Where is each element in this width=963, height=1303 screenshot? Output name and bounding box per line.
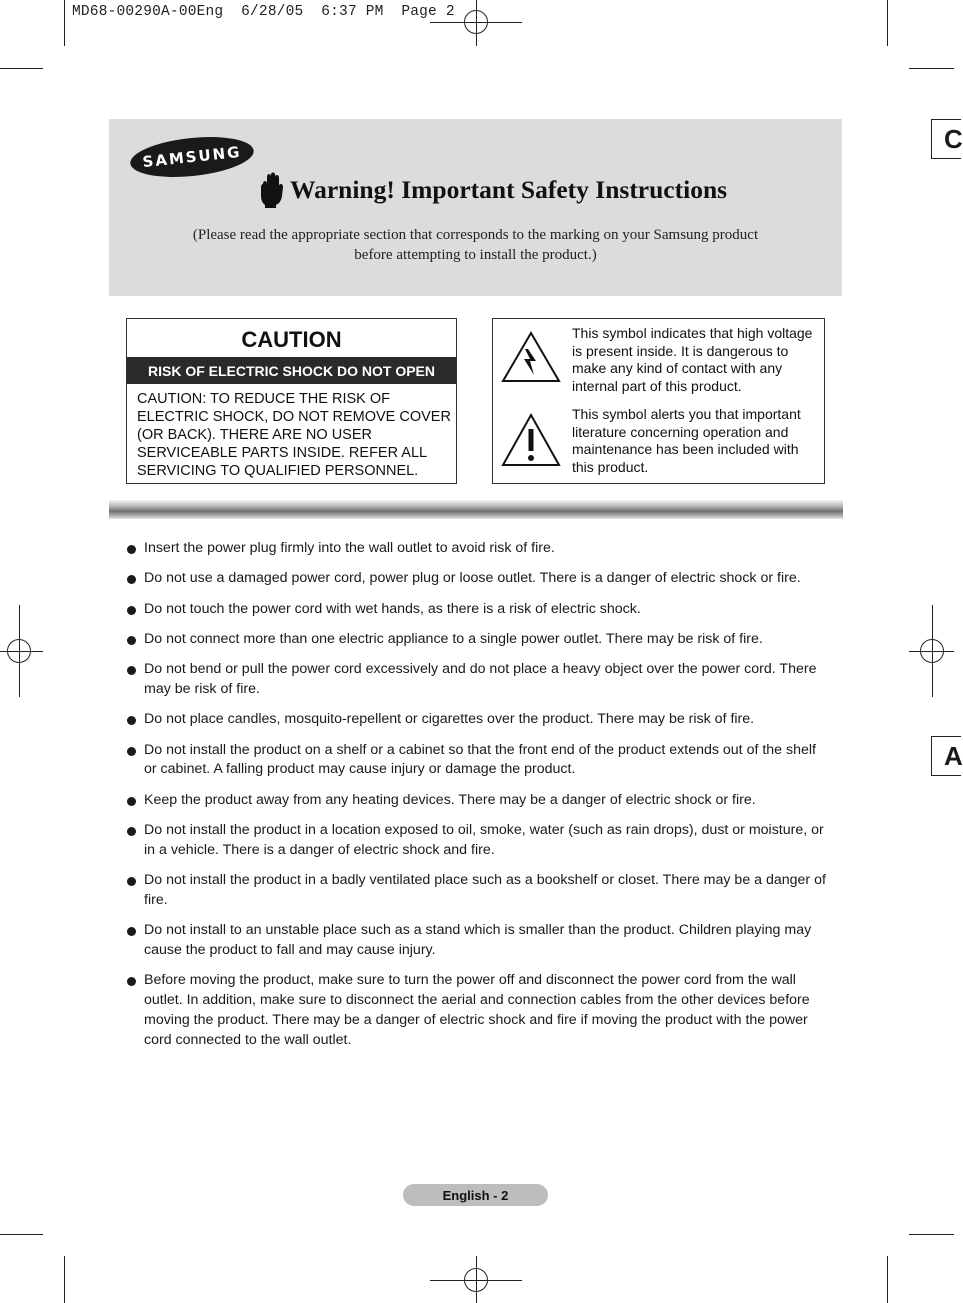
symbols-box <box>492 318 825 484</box>
bullet-icon <box>127 606 136 615</box>
list-item <box>127 660 827 700</box>
registration-circle <box>464 1268 488 1292</box>
bullet-icon <box>127 716 136 725</box>
exclamation-symbol-text: This symbol alerts you that important literature concerning operation and maintenance has been included with this product. <box>572 406 801 475</box>
list-item <box>127 871 827 911</box>
list-item <box>127 821 827 861</box>
hand-stop-icon <box>258 172 284 208</box>
caution-bar: RISK OF ELECTRIC SHOCK DO NOT OPEN <box>127 357 456 384</box>
list-item-text: Insert the power plug firmly into the wall outlet to avoid risk of fire. <box>144 540 555 556</box>
list-item-text: Do not install the product in a location exposed to oil, smoke, water (such as rain drops), dust or moisture, or in a vehicle. There is a danger of electric shock and fire. <box>144 821 824 858</box>
list-item-text: Do not install the product on a shelf or a cabinet so that the front end of the product extends out of the shelf or cabinet. A falling product may cause injury or damage the product. <box>144 741 816 778</box>
crop-mark <box>909 68 954 69</box>
bullet-icon <box>127 927 136 936</box>
logo-text: SAMSUNG <box>141 142 243 172</box>
list-item-text: Do not touch the power cord with wet hands, as there is a risk of electric shock. <box>144 600 641 617</box>
registration-circle <box>464 10 488 34</box>
list-item <box>127 791 827 811</box>
list-item <box>127 710 827 730</box>
header-subtitle <box>110 225 841 265</box>
list-item-text: Do not install the product in a badly ventilated place such as a bookshelf or closet. There may be a danger of fire. <box>144 872 826 908</box>
crop-mark <box>0 68 43 69</box>
subtitle-line: (Please read the appropriate section that corresponds to the marking on your Samsung product <box>192 227 759 243</box>
bullet-icon <box>127 877 136 886</box>
section-divider <box>109 500 843 519</box>
title-row <box>258 172 727 208</box>
caution-text: CAUTION: TO REDUCE THE RISK OF ELECTRIC SHOCK, DO NOT REMOVE COVER (OR BACK). THERE ARE NO USER SERVICEABLE PARTS INSIDE. REFER ALL SERVICING TO QUALIFIED PERSONNEL. <box>137 391 451 479</box>
list-item-text: Do not install to an unstable place such as a stand which is smaller than the product. Children playing may cause the product to fall and may cause injury. <box>144 922 812 958</box>
list-item-text: Do not use a damaged power cord, power plug or loose outlet. There is a danger of electric shock or fire. <box>144 570 801 587</box>
bullet-icon <box>127 575 136 584</box>
crop-mark <box>64 1256 65 1303</box>
list-item-text: Before moving the product, make sure to turn the power off and disconnect the power cord from the wall outlet. In addition, make sure to disconnect the aerial and connection cables from the other devices before moving the product. There may be a danger of electric shock and fire if moving the product with the power cord connected to the wall outlet. <box>144 972 810 1048</box>
safety-instructions-list <box>127 539 827 1061</box>
caution-title: CAUTION <box>241 327 342 352</box>
print-slug: MD68-00290A-00Eng 6/28/05 6:37 PM Page 2 <box>72 4 455 20</box>
bullet-icon <box>127 666 136 675</box>
bullet-icon <box>127 977 136 986</box>
list-item <box>127 741 827 781</box>
lightning-symbol-text: This symbol indicates that high voltage is present inside. It is dangerous to make any kind of contact with any internal part of this product. <box>572 325 813 394</box>
subtitle-line: before attempting to install the product.) <box>354 247 597 263</box>
list-item <box>127 539 827 559</box>
crop-mark <box>0 1234 43 1235</box>
side-tab: C <box>931 119 961 159</box>
bullet-icon <box>127 827 136 836</box>
bullet-icon <box>127 545 136 554</box>
list-item <box>127 921 827 961</box>
page-number-label: English - 2 <box>403 1184 548 1206</box>
registration-circle <box>7 639 31 663</box>
list-item <box>127 569 827 589</box>
crop-mark <box>887 1256 888 1303</box>
bullet-icon <box>127 797 136 806</box>
crop-mark <box>909 1234 954 1235</box>
bullet-icon <box>127 747 136 756</box>
list-item <box>127 600 827 620</box>
side-tab: A <box>931 736 961 776</box>
caution-box <box>126 318 457 484</box>
page-title: Warning! Important Safety Instructions <box>290 175 728 204</box>
list-item-text: Do not bend or pull the power cord excessively and do not place a heavy object over the power cord. There may be risk of fire. <box>144 661 817 697</box>
list-item-text: Do not connect more than one electric appliance to a single power outlet. There may be risk of fire. <box>144 630 763 647</box>
exclamation-warning-icon <box>501 413 561 467</box>
lightning-warning-icon <box>501 331 561 383</box>
list-item-text: Keep the product away from any heating devices. There may be a danger of electric shock or fire. <box>144 791 756 808</box>
list-item-text: Do not place candles, mosquito-repellent or cigarettes over the product. There may be risk of fire. <box>144 711 755 728</box>
list-item <box>127 971 827 1050</box>
bullet-icon <box>127 636 136 645</box>
list-item <box>127 630 827 650</box>
crop-mark <box>64 0 65 46</box>
registration-circle <box>920 639 944 663</box>
crop-mark <box>887 0 888 46</box>
